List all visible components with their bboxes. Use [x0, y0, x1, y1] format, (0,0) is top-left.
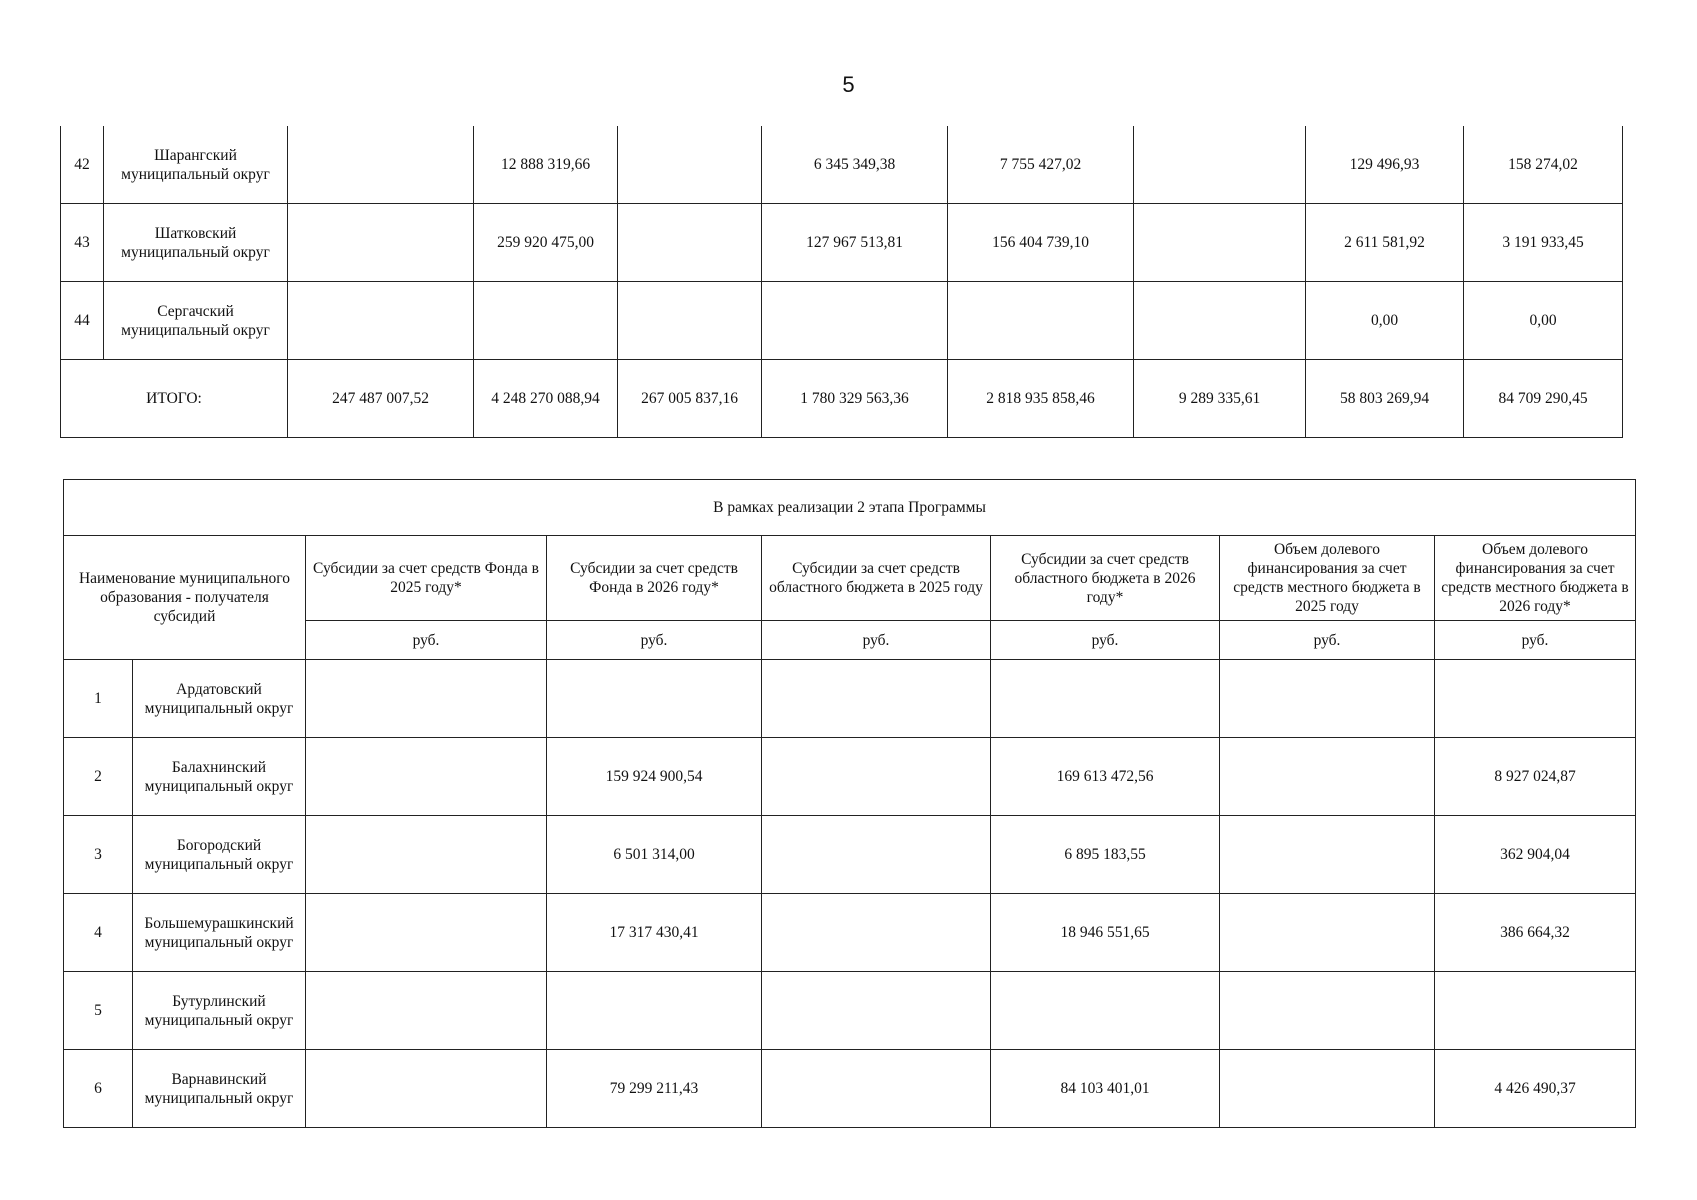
value-cell-3 — [762, 894, 991, 972]
municipality-name: Ардатовский муниципальный округ — [133, 660, 306, 738]
value-cell-6: 386 664,32 — [1435, 894, 1636, 972]
column-header-4: Субсидии за счет средств областного бюджета в 2026 году* — [991, 536, 1220, 621]
header-row — [64, 536, 1636, 621]
value-cell-8: 3 191 933,45 — [1464, 204, 1623, 282]
total-value-5: 2 818 935 858,46 — [948, 360, 1134, 438]
value-cell-2 — [547, 972, 762, 1050]
value-cell-5 — [1220, 660, 1435, 738]
unit-cell-1: руб. — [306, 621, 547, 660]
municipality-name: Большемурашкинский муниципальный округ — [133, 894, 306, 972]
value-cell-1 — [306, 816, 547, 894]
value-cell-5 — [1220, 972, 1435, 1050]
value-cell-6 — [1134, 282, 1306, 360]
value-cell-6 — [1435, 972, 1636, 1050]
row-number: 1 — [64, 660, 133, 738]
value-cell-6 — [1435, 660, 1636, 738]
value-cell-8: 0,00 — [1464, 282, 1623, 360]
row-number: 2 — [64, 738, 133, 816]
value-cell-2: 259 920 475,00 — [474, 204, 618, 282]
unit-cell-4: руб. — [991, 621, 1220, 660]
value-cell-1 — [306, 894, 547, 972]
value-cell-7: 0,00 — [1306, 282, 1464, 360]
total-value-7: 58 803 269,94 — [1306, 360, 1464, 438]
value-cell-5 — [1220, 738, 1435, 816]
value-cell-8: 158 274,02 — [1464, 126, 1623, 204]
value-cell-5 — [1220, 894, 1435, 972]
total-value-6: 9 289 335,61 — [1134, 360, 1306, 438]
value-cell-7: 2 611 581,92 — [1306, 204, 1464, 282]
total-value-4: 1 780 329 563,36 — [762, 360, 948, 438]
table-row — [61, 204, 1623, 282]
value-cell-1 — [288, 282, 474, 360]
row-number: 43 — [61, 204, 104, 282]
value-cell-3 — [762, 972, 991, 1050]
value-cell-4: 127 967 513,81 — [762, 204, 948, 282]
row-number: 6 — [64, 1050, 133, 1128]
value-cell-3 — [762, 1050, 991, 1128]
value-cell-6: 8 927 024,87 — [1435, 738, 1636, 816]
column-header-5: Объем долевого финансирования за счет средств местного бюджета в 2025 году — [1220, 536, 1435, 621]
column-header-3: Субсидии за счет средств областного бюджета в 2025 году — [762, 536, 991, 621]
value-cell-4: 6 345 349,38 — [762, 126, 948, 204]
subsidies-table-stage2 — [63, 479, 1636, 1128]
subsidies-table-stage1-continuation — [60, 126, 1623, 438]
table-title: В рамках реализации 2 этапа Программы — [64, 480, 1636, 536]
value-cell-4 — [991, 972, 1220, 1050]
total-row — [61, 360, 1623, 438]
value-cell-6 — [1134, 204, 1306, 282]
table-row — [64, 1050, 1636, 1128]
municipality-name: Сергачский муниципальный округ — [104, 282, 288, 360]
value-cell-1 — [288, 204, 474, 282]
municipality-name: Варнавинский муниципальный округ — [133, 1050, 306, 1128]
value-cell-4: 6 895 183,55 — [991, 816, 1220, 894]
value-cell-2: 12 888 319,66 — [474, 126, 618, 204]
table-row — [61, 126, 1623, 204]
value-cell-6: 362 904,04 — [1435, 816, 1636, 894]
unit-cell-2: руб. — [547, 621, 762, 660]
column-header-2: Субсидии за счет средств Фонда в 2026 году* — [547, 536, 762, 621]
table-row — [64, 972, 1636, 1050]
row-number: 5 — [64, 972, 133, 1050]
column-header-6: Объем долевого финансирования за счет средств местного бюджета в 2026 году* — [1435, 536, 1636, 621]
value-cell-1 — [306, 1050, 547, 1128]
row-number: 3 — [64, 816, 133, 894]
value-cell-6 — [1134, 126, 1306, 204]
value-cell-2: 79 299 211,43 — [547, 1050, 762, 1128]
total-value-3: 267 005 837,16 — [618, 360, 762, 438]
value-cell-5 — [1220, 816, 1435, 894]
municipality-name: Богородский муниципальный округ — [133, 816, 306, 894]
value-cell-1 — [306, 738, 547, 816]
row-number: 42 — [61, 126, 104, 204]
row-number: 4 — [64, 894, 133, 972]
value-cell-5 — [1220, 1050, 1435, 1128]
value-cell-2 — [547, 660, 762, 738]
total-value-8: 84 709 290,45 — [1464, 360, 1623, 438]
total-value-2: 4 248 270 088,94 — [474, 360, 618, 438]
municipality-name: Шатковский муниципальный округ — [104, 204, 288, 282]
value-cell-5: 156 404 739,10 — [948, 204, 1134, 282]
value-cell-3 — [618, 282, 762, 360]
value-cell-3 — [618, 126, 762, 204]
value-cell-3 — [762, 660, 991, 738]
row-number: 44 — [61, 282, 104, 360]
page-number: 5 — [842, 72, 855, 97]
table-row — [61, 282, 1623, 360]
value-cell-2: 17 317 430,41 — [547, 894, 762, 972]
unit-cell-3: руб. — [762, 621, 991, 660]
value-cell-4 — [762, 282, 948, 360]
name-column-header: Наименование муниципального образования - получателя субсидий — [64, 536, 306, 660]
value-cell-2 — [474, 282, 618, 360]
municipality-name: Балахнинский муниципальный округ — [133, 738, 306, 816]
value-cell-2: 6 501 314,00 — [547, 816, 762, 894]
value-cell-3 — [762, 816, 991, 894]
value-cell-7: 129 496,93 — [1306, 126, 1464, 204]
table-row — [64, 738, 1636, 816]
value-cell-6: 4 426 490,37 — [1435, 1050, 1636, 1128]
unit-cell-6: руб. — [1435, 621, 1636, 660]
municipality-name: Бутурлинский муниципальный округ — [133, 972, 306, 1050]
value-cell-1 — [306, 660, 547, 738]
value-cell-1 — [306, 972, 547, 1050]
unit-cell-5: руб. — [1220, 621, 1435, 660]
value-cell-2: 159 924 900,54 — [547, 738, 762, 816]
total-label: ИТОГО: — [61, 360, 288, 438]
table-title-row — [64, 480, 1636, 536]
value-cell-4 — [991, 660, 1220, 738]
value-cell-4: 169 613 472,56 — [991, 738, 1220, 816]
table-row — [64, 660, 1636, 738]
table-row — [64, 894, 1636, 972]
value-cell-5 — [948, 282, 1134, 360]
table-row — [64, 816, 1636, 894]
value-cell-3 — [618, 204, 762, 282]
column-header-1: Субсидии за счет средств Фонда в 2025 году* — [306, 536, 547, 621]
total-value-1: 247 487 007,52 — [288, 360, 474, 438]
value-cell-4: 18 946 551,65 — [991, 894, 1220, 972]
value-cell-1 — [288, 126, 474, 204]
value-cell-5: 7 755 427,02 — [948, 126, 1134, 204]
value-cell-3 — [762, 738, 991, 816]
value-cell-4: 84 103 401,01 — [991, 1050, 1220, 1128]
municipality-name: Шарангский муниципальный округ — [104, 126, 288, 204]
